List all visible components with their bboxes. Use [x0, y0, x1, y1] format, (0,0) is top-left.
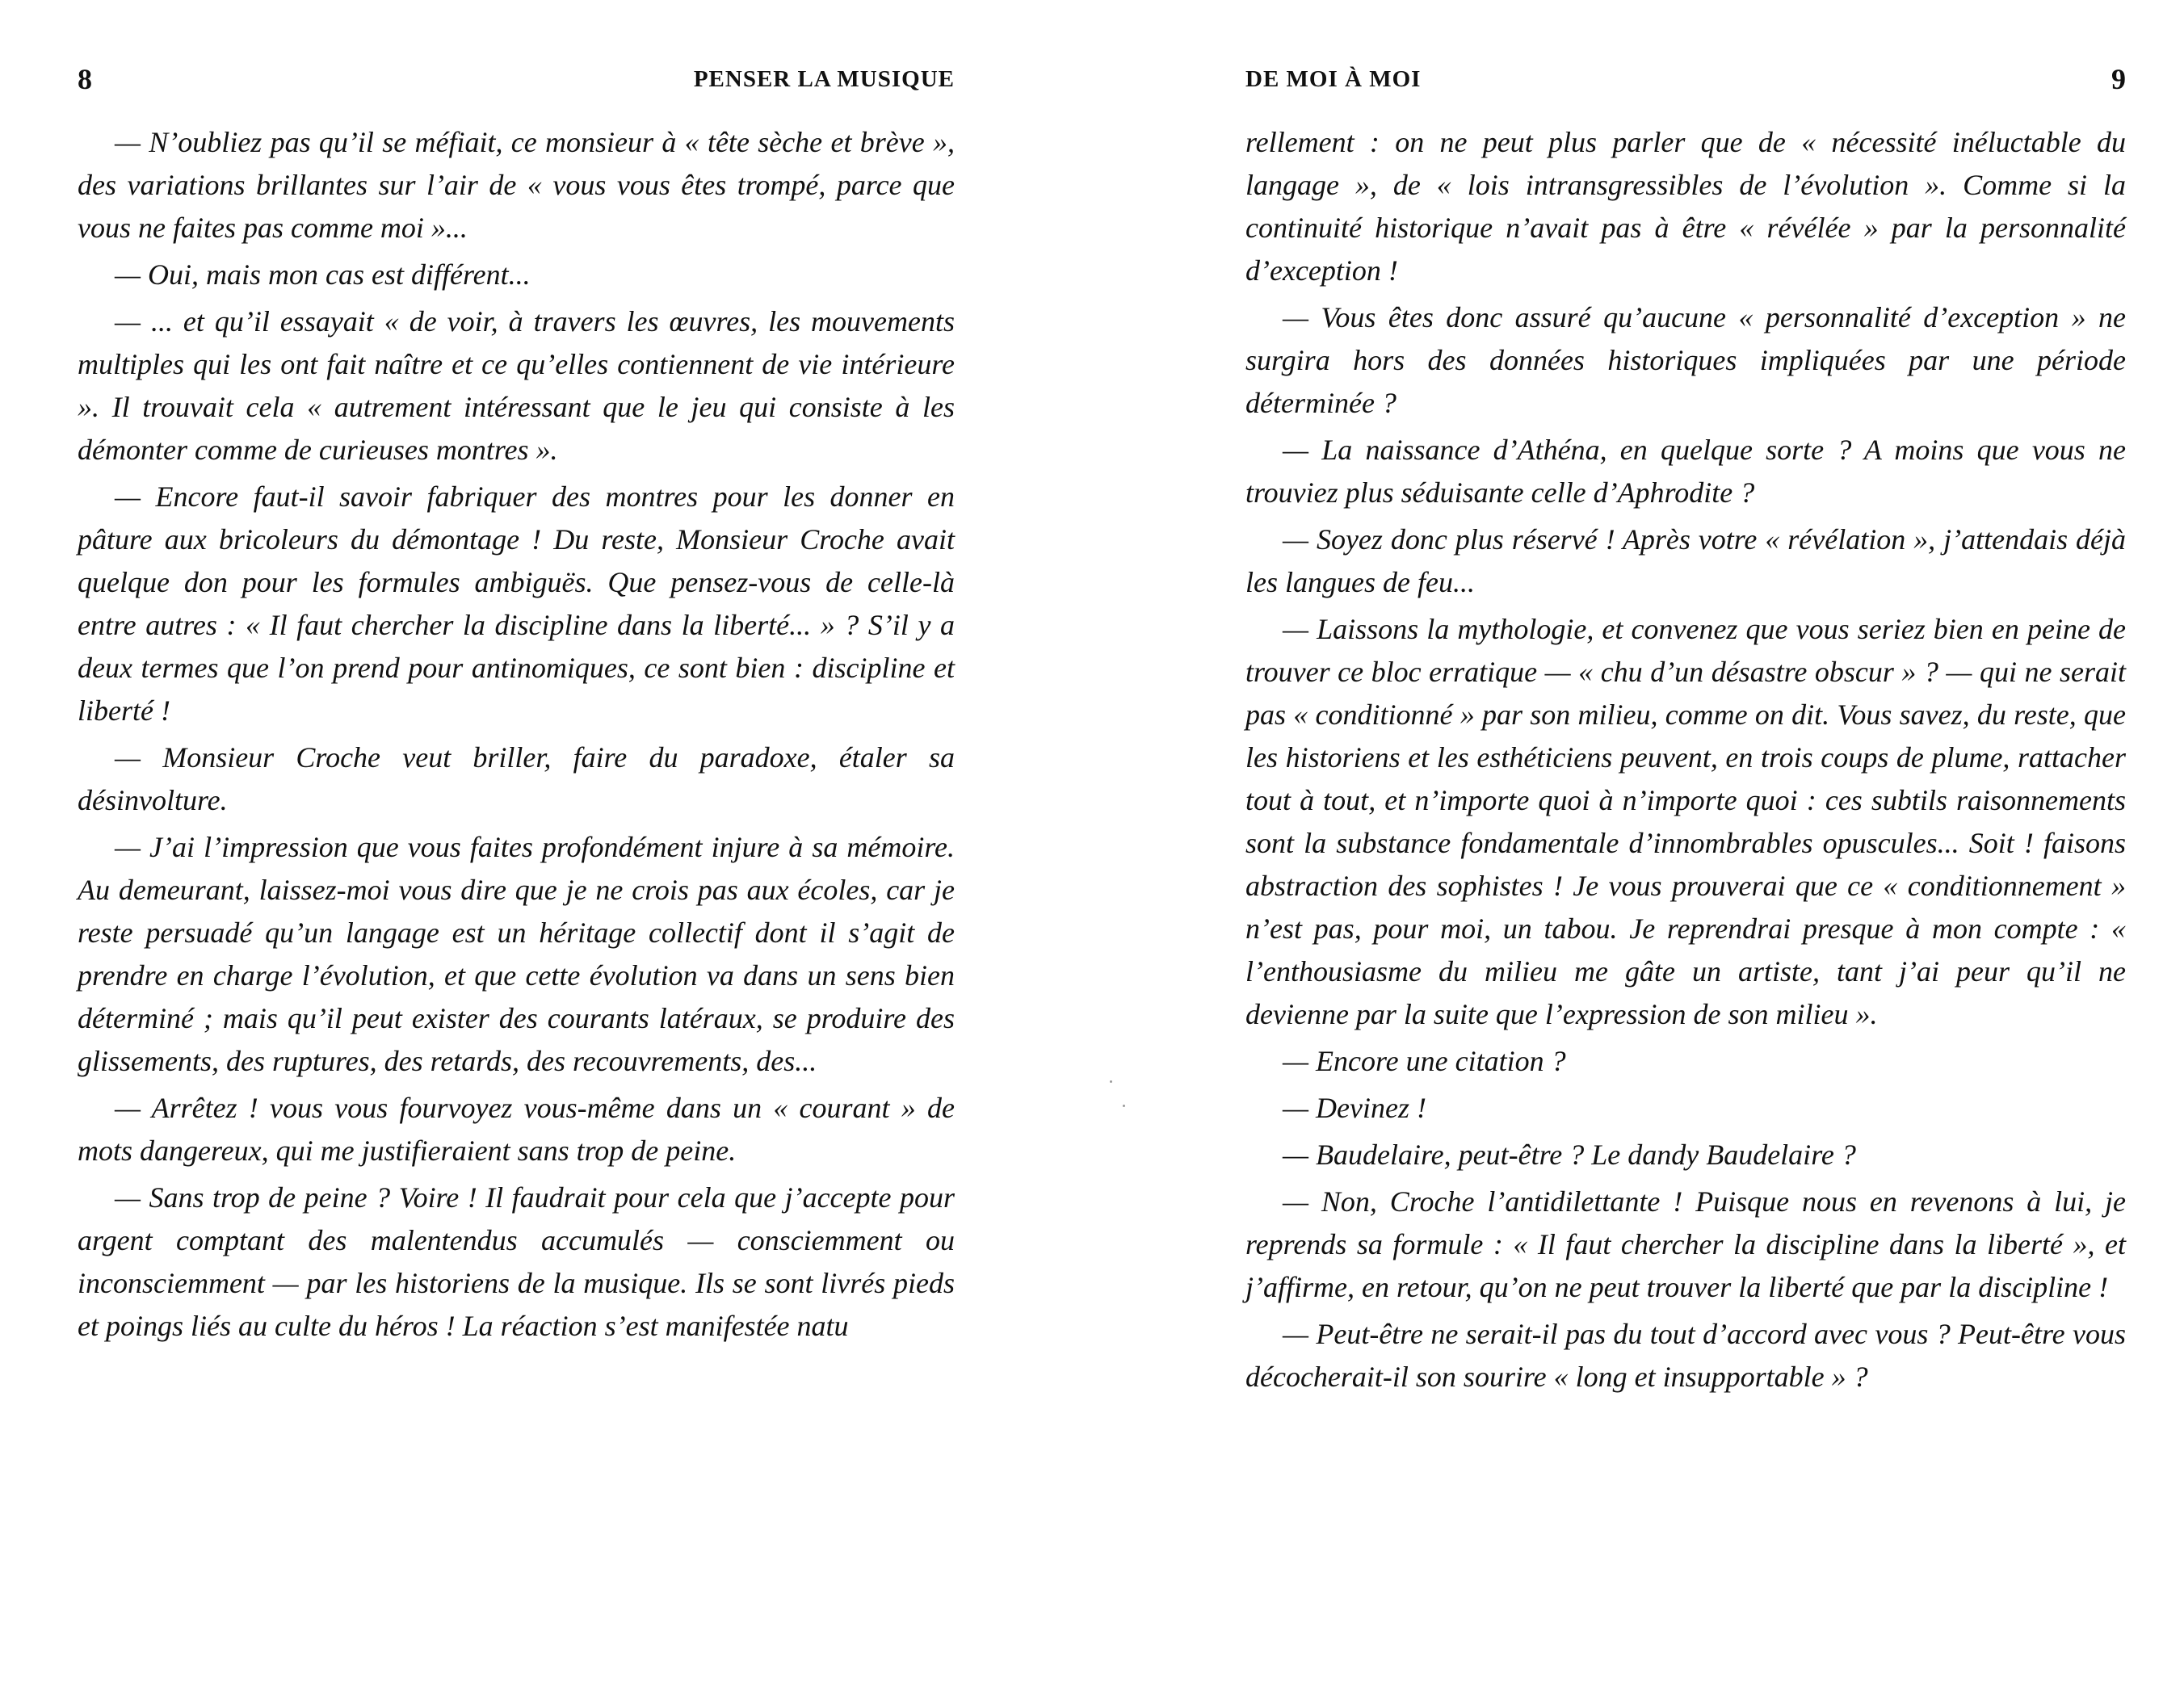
paragraph: — Soyez donc plus réservé ! Après votre « révélation », j’attendais déjà les langues de feu...: [1245, 523, 2126, 598]
paragraph: — Encore une citation ?: [1283, 1045, 1566, 1077]
paragraph: — Sans trop de peine ? Voire ! Il faudrait pour cela que j’accepte pour argent comptant des malentendus accumulés — consciemment ou inconsciemment — par les historiens de la musique. Ils se sont livrés pieds et poings liés au culte du héros ! La réaction s’est manifestée natu: [78, 1181, 955, 1342]
paragraph: — N’oubliez pas qu’il se méfiait, ce monsieur à « tête sèche et brève », des variations brillantes sur l’air de « vous vous êtes trompé, parce que vous ne faites pas comme moi »...: [78, 126, 955, 244]
left-page: [78, 0, 955, 1686]
paragraph: — Laissons la mythologie, et convenez que vous seriez bien en peine de trouver ce bloc erratique — « chu d’un désastre obscur » ? — qui ne serait pas « conditionné » par son milieu, comme on dit. Vous savez, du reste, que les historiens et les esthéticiens peuvent, en trois coups de plume, rattacher tout à tout, et n’importe quoi à n’importe quoi : ces subtils raisonnements sont la substance fondamentale d’innombrables opuscules... Soit ! faisons abstraction des sophistes ! Je vous prouverai que ce « conditionnement » n’est pas, pour moi, un tabou. Je reprendrai presque à mon compte : « l’enthousiasme du milieu me gâte un artiste, tant j’ai peur qu’il ne devienne par la suite que l’expression de son milieu ».: [1245, 613, 2126, 1030]
running-title-right: DE MOI À MOI: [1245, 66, 1422, 92]
paragraph: — Devinez !: [1283, 1092, 1426, 1124]
page-number-left: 8: [78, 63, 92, 95]
paragraph: — Vous êtes donc assuré qu’aucune « personnalité d’exception » ne surgira hors des données historiques impliquées par une période déterminée ?: [1245, 301, 2126, 419]
paragraph: — Baudelaire, peut-être ? Le dandy Baudelaire ?: [1283, 1139, 1856, 1171]
gutter-speck: [1110, 1080, 1112, 1083]
paragraph: — Non, Croche l’antidilettante ! Puisque nous en revenons à lui, je reprends sa formule : « Il faut chercher la discipline dans la liberté », et j’affirme, en retour, qu’on ne peut trouver la liberté que par la discipline !: [1245, 1185, 2126, 1303]
left-text-block: [78, 121, 955, 1352]
paragraph: — Peut-être ne serait-il pas du tout d’accord avec vous ? Peut-être vous décocherait-il son sourire « long et insupportable » ?: [1245, 1318, 2126, 1393]
right-page: [1245, 0, 2126, 1686]
paragraph: — Oui, mais mon cas est différent...: [115, 258, 531, 291]
paragraph: — Arrêtez ! vous vous fourvoyez vous-même dans un « courant » de mots dangereux, qui me justifieraient sans trop de peine.: [78, 1092, 955, 1167]
page-number-right: 9: [2111, 63, 2126, 95]
paragraph: — J’ai l’impression que vous faites profondément injure à sa mémoire. Au demeurant, laissez-moi vous dire que je ne crois pas aux écoles, car je reste persuadé qu’un langage est un héritage collectif dont il s’agit de prendre en charge l’évolution, et que cette évolution va dans un sens bien déterminé ; mais qu’il peut exister des courants latéraux, se produire des glissements, des ruptures, des retards, des recouvrements, des...: [78, 831, 955, 1077]
paragraph: — Monsieur Croche veut briller, faire du paradoxe, étaler sa désinvolture.: [78, 741, 955, 816]
paragraph: rellement : on ne peut plus parler que de « nécessité inéluctable du langage », de « lois intransgressibles de l’évolution ». Comme si la continuité historique n’avait pas à être « révélée » par la personnalité d’exception !: [1245, 126, 2126, 287]
right-running-head: [1245, 60, 2126, 99]
left-running-head: [78, 60, 955, 99]
paragraph: — ... et qu’il essayait « de voir, à travers les œuvres, les mouvements multiples qui les ont fait naître et ce qu’elles contiennent de vie intérieure ». Il trouvait cela « autrement intéressant que le jeu qui consiste à les démonter comme de curieuses montres ».: [78, 305, 955, 466]
paragraph: — Encore faut-il savoir fabriquer des montres pour les donner en pâture aux bricoleurs du démontage ! Du reste, Monsieur Croche avait quelque don pour les formules ambiguës. Que pensez-vous de celle-là entre autres : « Il faut chercher la discipline dans la liberté... » ? S’il y a deux termes que l’on prend pour antinomiques, ce sont bien : discipline et liberté !: [78, 480, 955, 727]
gutter-speck: [1123, 1105, 1125, 1107]
paragraph: — La naissance d’Athéna, en quelque sorte ? A moins que vous ne trouviez plus séduisante celle d’Aphrodite ?: [1245, 434, 2126, 509]
running-title-left: PENSER LA MUSIQUE: [693, 66, 955, 92]
right-text-block: [1245, 121, 2126, 1403]
